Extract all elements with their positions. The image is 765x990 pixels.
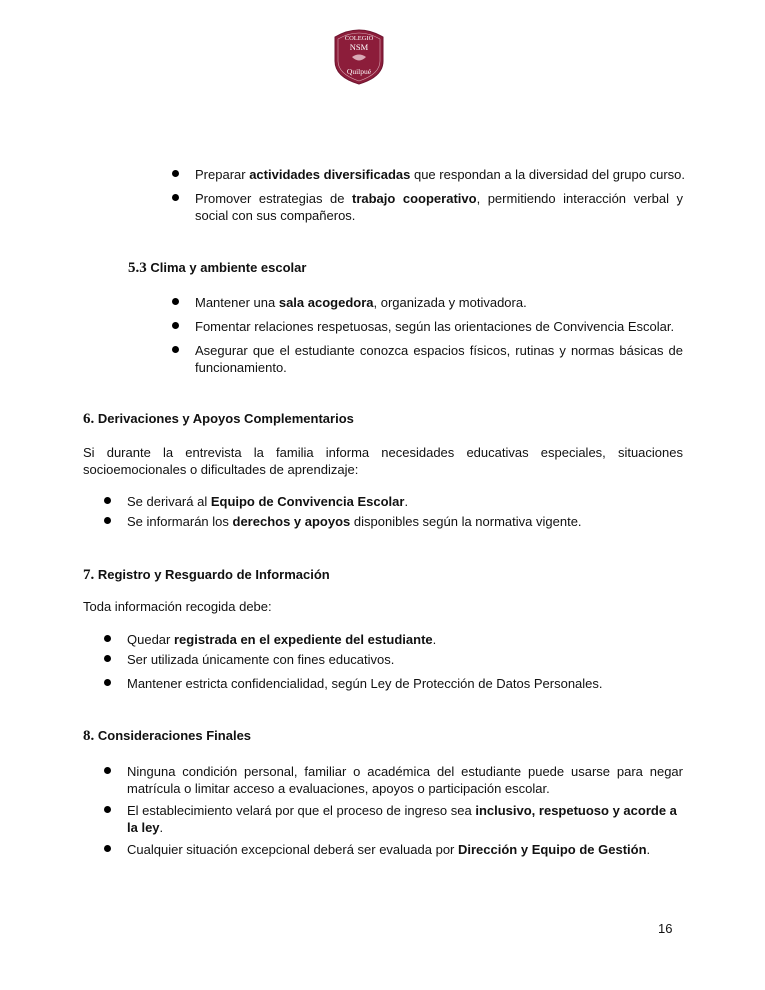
paragraph: Si durante la entrevista la familia informa necesidades educativas especiales, situaciones <box>83 445 683 460</box>
bullet-dot <box>172 170 179 177</box>
bullet-dot <box>104 679 111 686</box>
logo-line2: NSM <box>349 42 369 52</box>
list-item: Se informarán los derechos y apoyos disponibles según la normativa vigente. <box>127 514 582 529</box>
list-item: El establecimiento velará por que el proceso de ingreso sea inclusivo, respetuoso y acorde a <box>127 803 677 818</box>
bullet-dot <box>104 806 111 813</box>
section-heading: 8. Consideraciones Finales <box>83 728 252 744</box>
paragraph: Toda información recogida debe: <box>83 599 272 614</box>
bullet-dot <box>104 845 111 852</box>
list-item: Ninguna condición personal, familiar o académica del estudiante puede usarse para negar <box>127 764 683 779</box>
list-item: Cualquier situación excepcional deberá ser evaluada por Dirección y Equipo de Gestión. <box>127 842 651 857</box>
bullet-dot <box>104 655 111 662</box>
list-item-continued: la ley. <box>127 820 164 835</box>
bullet-dot <box>172 298 179 305</box>
bullet-dot <box>172 194 179 201</box>
list-item-continued: funcionamiento. <box>195 360 287 375</box>
bullet-dot <box>172 322 179 329</box>
bullet-dot <box>172 346 179 353</box>
bullet-dot <box>104 635 111 642</box>
list-item-continued: social con sus compañeros. <box>195 208 356 223</box>
list-item: Promover estrategias de trabajo cooperativo, permitiendo interacción verbal y <box>195 191 684 206</box>
section-heading: 6. Derivaciones y Apoyos Complementarios <box>83 411 354 427</box>
section-heading: 7. Registro y Resguardo de Información <box>83 567 330 583</box>
list-item: Asegurar que el estudiante conozca espacios físicos, rutinas y normas básicas de <box>195 343 683 358</box>
list-item-continued: matrícula o limitar acceso a evaluaciones, apoyos o participación escolar. <box>127 781 550 796</box>
page-number: 16 <box>658 921 673 936</box>
paragraph-continued: socioemocionales o dificultades de aprendizaje: <box>83 462 359 477</box>
logo-line3: Quilpué <box>346 67 372 76</box>
logo-line1: COLEGIO <box>344 35 374 42</box>
bullet-dot <box>104 767 111 774</box>
list-item: Mantener estricta confidencialidad, según Ley de Protección de Datos Personales. <box>127 676 603 691</box>
bullet-dot <box>104 497 111 504</box>
list-item: Mantener una sala acogedora, organizada y motivadora. <box>195 295 527 310</box>
bullet-dot <box>104 517 111 524</box>
list-item: Fomentar relaciones respetuosas, según las orientaciones de Convivencia Escolar. <box>195 319 675 334</box>
school-crest-logo <box>332 27 386 85</box>
list-item: Preparar actividades diversificadas que respondan a la diversidad del grupo curso. <box>195 167 685 182</box>
list-item: Ser utilizada únicamente con fines educativos. <box>127 652 395 667</box>
list-item: Se derivará al Equipo de Convivencia Escolar. <box>127 494 409 509</box>
section-heading: 5.3 Clima y ambiente escolar <box>128 260 307 276</box>
list-item: Quedar registrada en el expediente del estudiante. <box>127 632 437 647</box>
